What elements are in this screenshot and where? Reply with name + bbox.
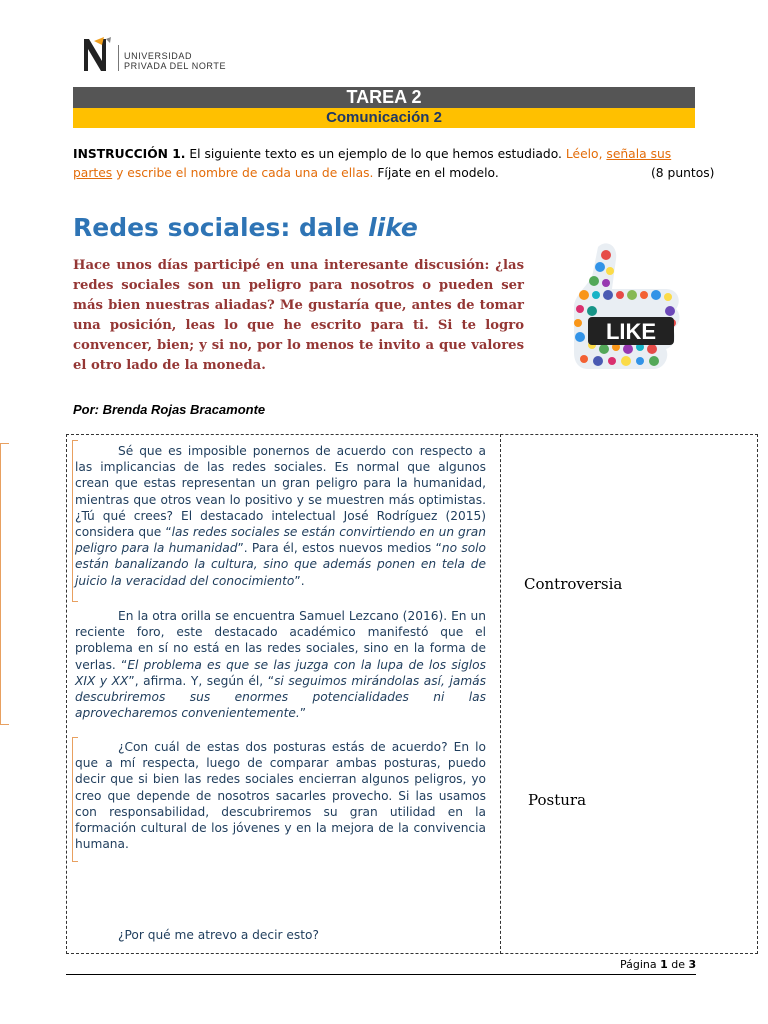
instruction-highlight: Léelo, xyxy=(565,147,607,161)
paragraph-3 xyxy=(75,739,486,852)
footer-rule xyxy=(66,974,696,975)
like-thumb-image xyxy=(548,237,685,384)
label-controversia: Controversia xyxy=(524,575,623,593)
text-run: Sé que es imposible ponernos de acuerdo con respecto a las implicancias de las redes sociales. Es normal que algunos crean que estas representan un gran peligro para la humanidad, mientras que otros vean lo positivo y se muestren más optimistas. ¿Tú qué crees? El destacado intelectual José Rodríguez (2015) considera que “ xyxy=(75,444,486,540)
paragraph-1 xyxy=(75,443,486,589)
text-run: ”. xyxy=(294,573,305,588)
annotation-divider xyxy=(500,434,501,954)
instruction-part: Fíjate en el modelo. xyxy=(373,166,499,180)
paragraph-2 xyxy=(75,608,486,721)
article-headline xyxy=(73,213,418,242)
university-logo xyxy=(80,35,250,75)
text-run: ”. Para él, estos nuevos medios “ xyxy=(237,541,442,556)
label-postura: Postura xyxy=(528,791,587,809)
text-run: ” xyxy=(299,706,307,721)
headline-italic: like xyxy=(368,213,418,242)
university-name-line1: UNIVERSIDAD xyxy=(124,51,193,61)
page-number xyxy=(620,958,696,971)
instruction-highlight: y escribe el nombre de cada una de ellas. xyxy=(112,166,374,180)
university-name xyxy=(124,51,226,71)
quote-run: las redes sociales se están convirtiendo en un gran peligro para la humanidad xyxy=(75,525,486,556)
text-run: ¿Con cuál de estas dos posturas estás de acuerdo? En lo que a mí respecta, luego de comparar ambas posturas, puedo decir que si bien las redes sociales encierran algunos peligros, yo creo que depende de nosotros sacarles provecho. Si las usamos con responsabilidad, descubriremos su gran utilidad en la formación cultural de los jóvenes y en la mejora de la convivencia humana. xyxy=(75,740,486,852)
intro-paragraph: Hace unos días participé en una interesante discusión: ¿las redes sociales son un peligro para nosotros o pueden ser más bien nuestras aliadas? Me gustaría que, antes de tomar una posición, leas lo que he escrito para ti. Si te logro convencer, bien; y si no, por lo menos te invito a que valores el otro lado de la moneda. xyxy=(73,258,524,373)
paragraph-4 xyxy=(75,927,486,943)
logo-divider xyxy=(118,45,119,71)
page-current: 1 xyxy=(660,958,668,971)
outer-bracket xyxy=(0,443,9,725)
headline-main: Redes sociales: dale xyxy=(73,213,369,242)
university-name-line2: PRIVADA DEL NORTE xyxy=(124,61,227,71)
instruction-highlight-underlined: señala sus xyxy=(606,147,672,161)
quote-run: no solo están banalizando la cultura, sino que además ponen en tela de juicio la veracidad del conocimiento xyxy=(75,541,486,588)
text-run: En la otra orilla se encuentra Samuel Lezcano (2016). En un reciente foro, este destacado académico manifestó que el problema en sí no está en las redes sociales, sino en la forma de verlas. “ xyxy=(75,609,486,672)
article-author: Por: Brenda Rojas Bracamonte xyxy=(73,402,266,417)
upn-logo-icon xyxy=(80,35,114,73)
text-run: ¿Por qué me atrevo a decir esto? xyxy=(118,928,319,942)
quote-run: El problema es que se las juzga con la lupa de los siglos XIX y XX xyxy=(75,657,486,688)
instruction-part: El siguiente texto es un ejemplo de lo que hemos estudiado. xyxy=(185,147,566,161)
points-value: (8 puntos) xyxy=(651,166,715,180)
instruction-text xyxy=(73,145,715,183)
quote-run: si seguimos mirándolas así, jamás descubriremos sus enormes potencialidades ni las aprovecharemos convenientemente. xyxy=(75,673,487,721)
page-total: 3 xyxy=(688,958,697,971)
instruction-label: INSTRUCCIÓN 1. xyxy=(73,147,186,161)
task-title: TAREA 2 xyxy=(73,87,695,108)
page-prefix: Página xyxy=(620,958,661,971)
page-mid: de xyxy=(667,958,689,971)
text-run: ”, afirma. Y, según él, “ xyxy=(128,673,275,688)
course-subtitle: Comunicación 2 xyxy=(73,108,695,128)
like-image-text: LIKE xyxy=(605,319,657,344)
instruction-highlight-underlined: partes xyxy=(73,166,113,180)
